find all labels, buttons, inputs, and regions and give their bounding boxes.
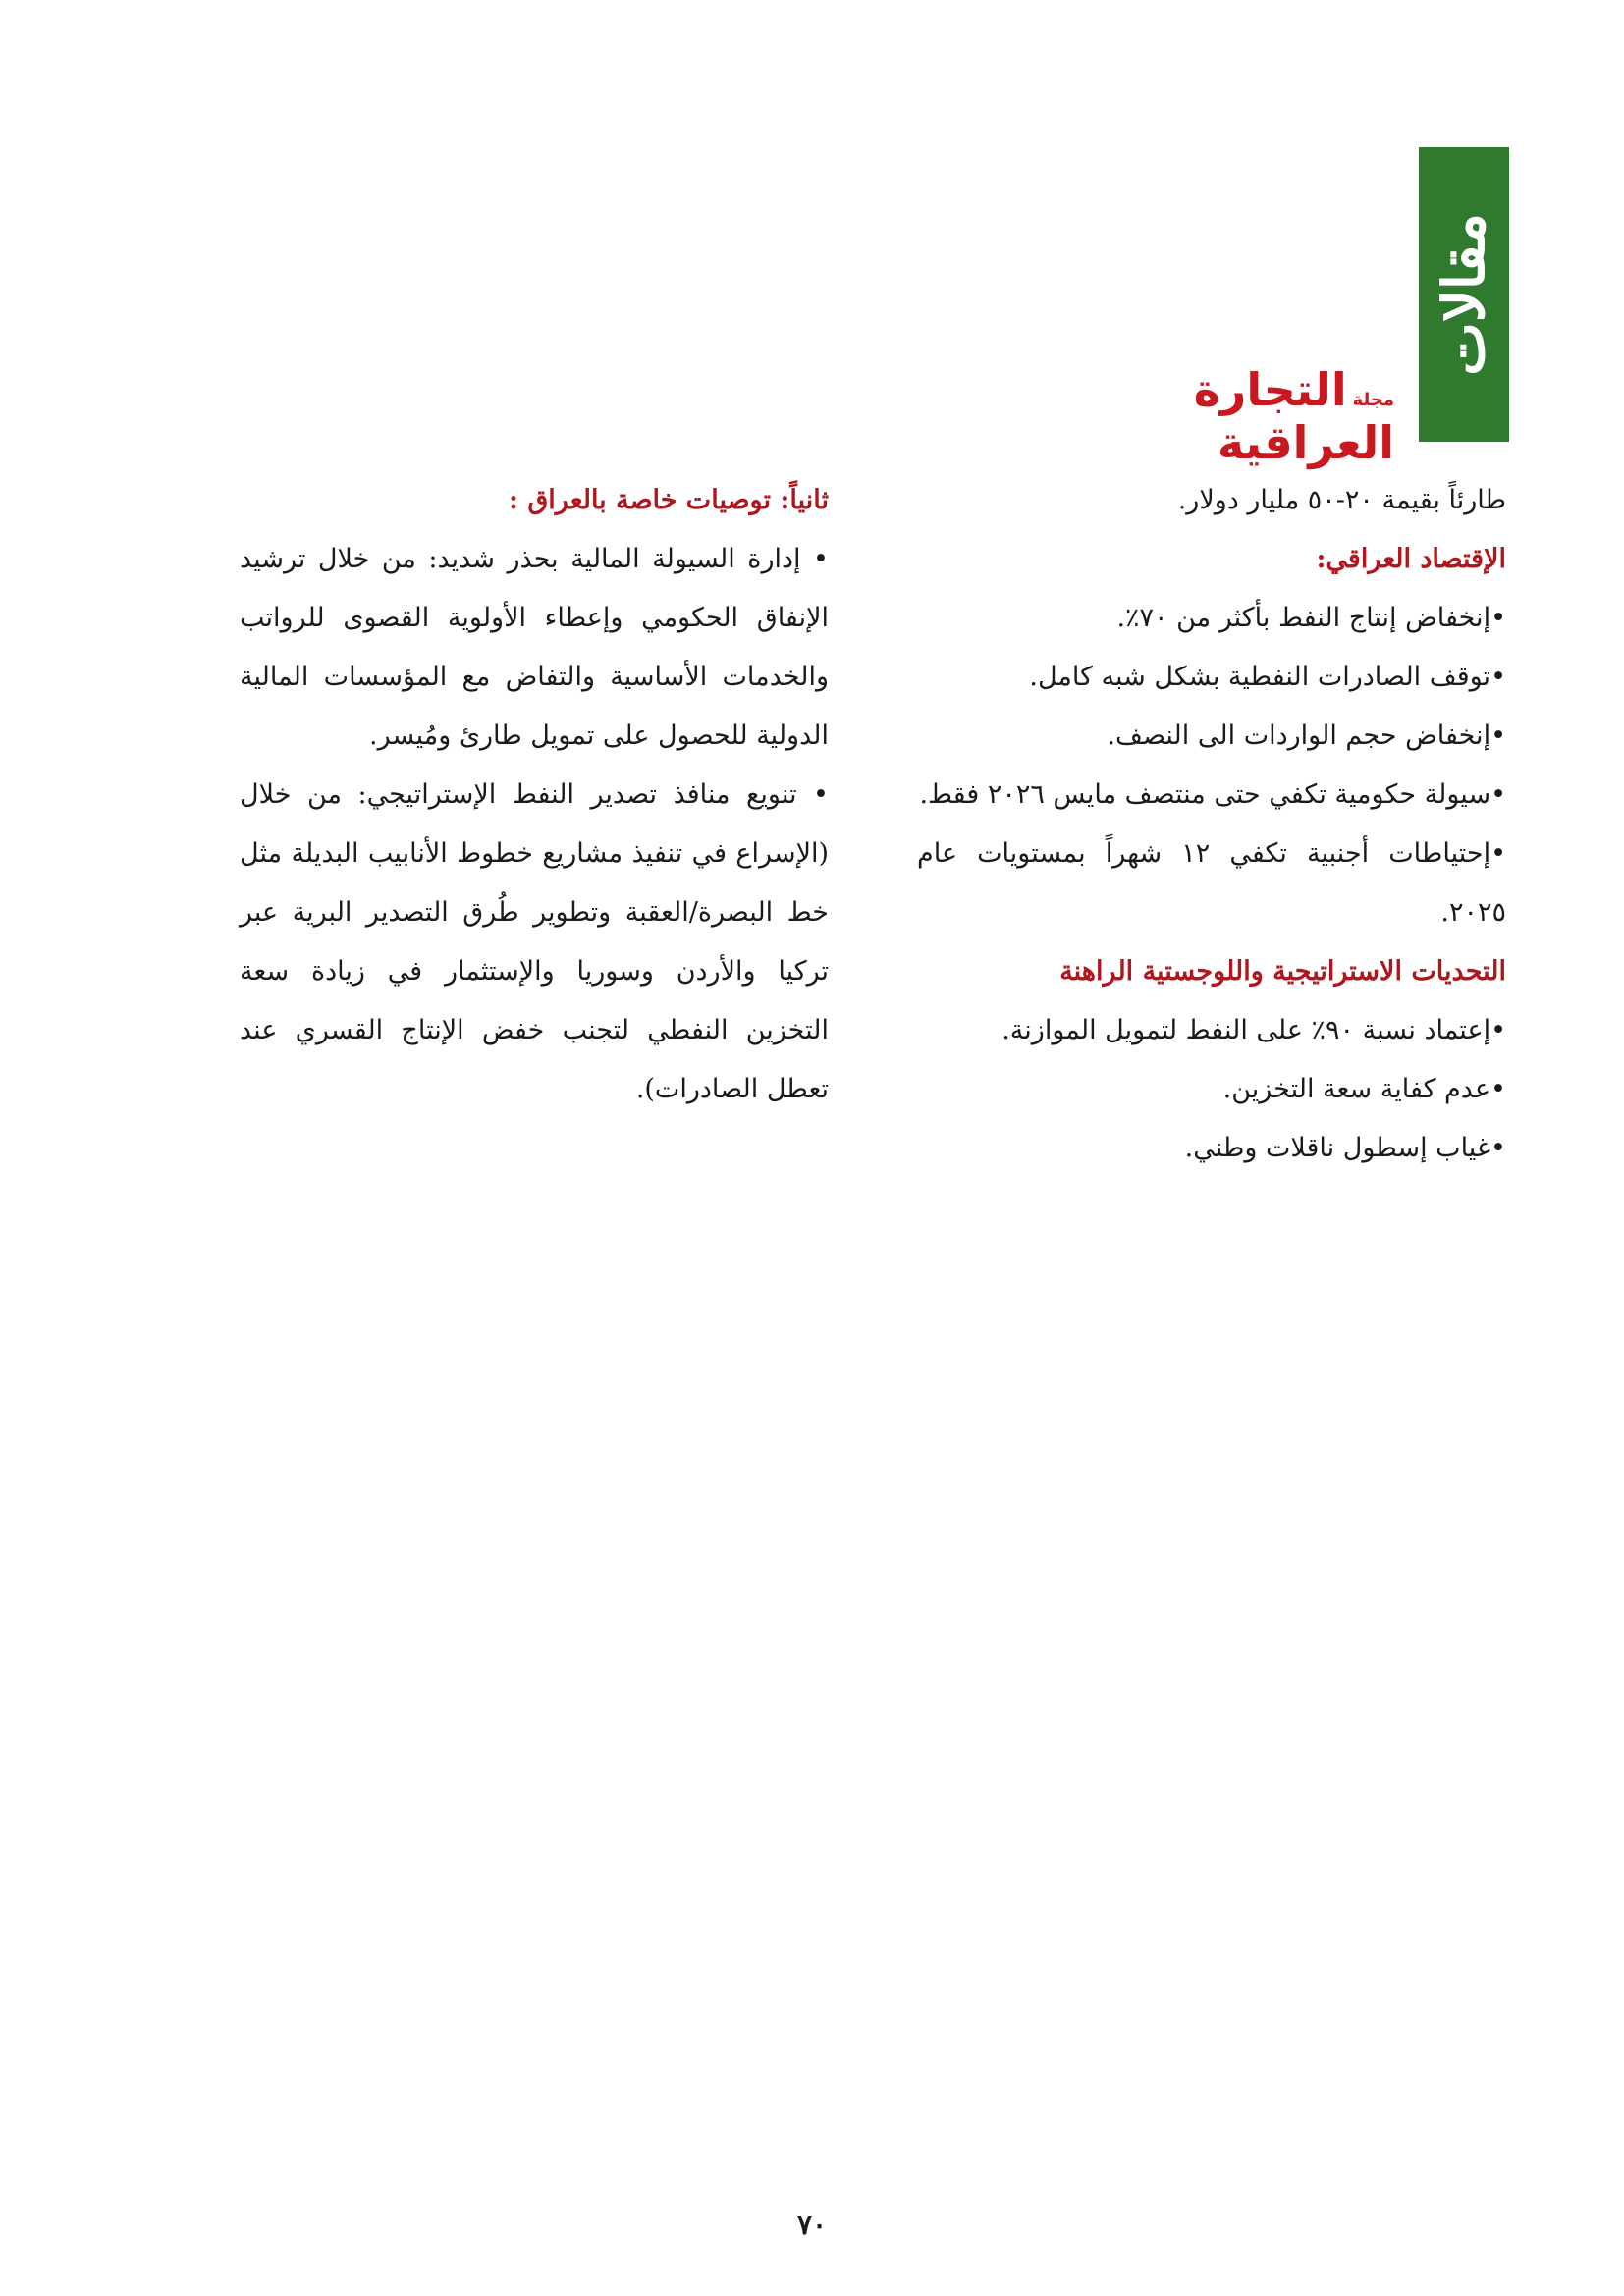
paragraph: •عدم كفاية سعة التخزين. [1222,1074,1506,1104]
paragraph: •سيولة حكومية تكفي حتى منتصف مايس ٢٠٢٦ فقط. [919,779,1506,810]
paragraph: طارئاً بقيمة ٢٠-٥٠ مليار دولار. [1177,485,1506,515]
section-tab: مقالات [1419,147,1509,442]
paragraph: • إدارة السيولة المالية بحذر شديد: من خلال ترشيد الإنفاق الحكومي وإعطاء الأولوية القصوى للرواتب والخدمات الأساسية والتفاض مع المؤسسات المالية الدولية للحصول على تمويل طارئ ومُيسر. [240,544,829,751]
paragraph: •غياب إسطول ناقلات وطني. [1184,1133,1506,1163]
paragraph: •إنخفاض حجم الواردات الى النصف. [1107,721,1506,751]
magazine-logo: مجلةالتجارة العراقية [1193,363,1394,469]
paragraph: •توقف الصادرات النفطية بشكل شبه كامل. [1029,662,1506,692]
section-heading: التحديات الاستراتيجية واللوجستية الراهنة [1059,956,1506,987]
paragraph: •إنخفاض إنتاج النفط بأكثر من ٧٠٪. [1116,603,1506,633]
paragraph: •إحتياطات أجنبية تكفي ١٢ شهراً بمستويات عام ٢٠٢٥. [917,838,1506,928]
page-number: ٧٠ [796,2209,828,2241]
right-column [917,471,1506,1178]
section-heading: الإقتصاد العراقي: [1316,544,1506,574]
paragraph: • تنويع منافذ تصدير النفط الإستراتيجي: من خلال (الإسراع في تنفيذ مشاريع خطوط الأنابيب البديلة مثل خط البصرة/العقبة وتطوير طُرق التصدير البرية عبر تركيا والأردن وسوريا والإستثمار في زيادة سعة التخزين النفطي لتجنب خفض الإنتاج القسري عند تعطل الصادرات). [240,779,829,1104]
paragraph: •إعتماد نسبة ٩٠٪ على النفط لتمويل الموازنة. [1001,1015,1506,1045]
left-column [240,471,829,1119]
section-heading: ثانياً: توصيات خاصة بالعراق : [508,485,829,515]
